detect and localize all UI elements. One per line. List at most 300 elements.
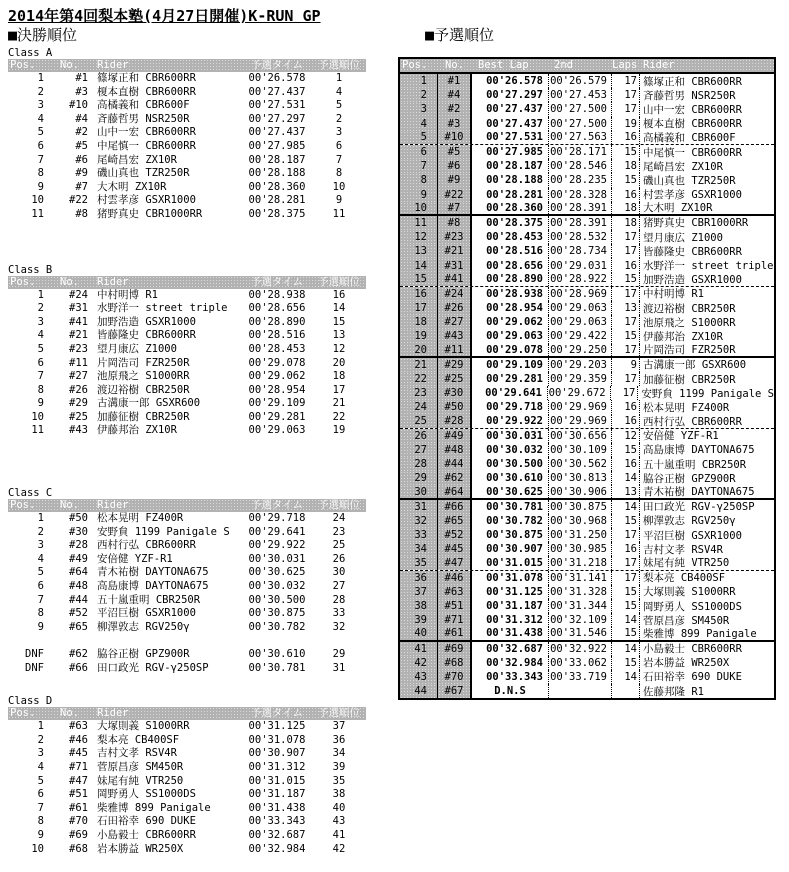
cell-time: 00'30.500 xyxy=(248,593,306,606)
cell-rider: 村雲孝彦 GSXR1000 xyxy=(643,189,742,202)
cell-pos: 3 xyxy=(400,102,438,116)
cell-no: #49 xyxy=(438,429,472,443)
qualifying-row xyxy=(400,656,774,670)
cell-qpos: 28 xyxy=(332,593,346,606)
cell-best-lap: 00'31.015 xyxy=(472,556,549,569)
cell-pos: 7 xyxy=(400,159,438,173)
cell-laps: 15 xyxy=(612,145,640,159)
cell-rider: 田口政光 RGV-γ250SP xyxy=(97,661,209,674)
cell-pos: 5 xyxy=(37,566,44,579)
result-row xyxy=(8,72,366,86)
cell-2nd-lap: 00'27.500 xyxy=(549,102,612,116)
cell-time: 00'29.641 xyxy=(248,525,306,538)
qualifying-row xyxy=(400,102,774,116)
qualifying-row xyxy=(400,514,774,528)
column-header-rider: Rider xyxy=(643,59,675,71)
cell-best-lap: 00'30.032 xyxy=(472,443,549,457)
cell-time: 00'30.610 xyxy=(248,648,306,660)
qualifying-row xyxy=(400,556,774,570)
result-row xyxy=(8,747,366,761)
cell-no: #7 xyxy=(75,180,88,193)
cell-no: #51 xyxy=(69,788,88,801)
cell-best-lap: 00'30.907 xyxy=(472,542,549,556)
cell-no: #11 xyxy=(69,356,88,369)
cell-2nd-lap: 00'30.656 xyxy=(549,429,612,443)
cell-qpos: 23 xyxy=(332,525,346,538)
cell-pos: 6 xyxy=(37,356,44,369)
result-row xyxy=(8,384,366,398)
cell-2nd-lap: 00'30.968 xyxy=(549,514,612,528)
cell-pos: 19 xyxy=(400,329,438,343)
final-table-header xyxy=(8,59,366,72)
cell-best-lap: 00'30.875 xyxy=(472,528,549,542)
cell-rider: 柴雅博 899 Panigale xyxy=(97,801,211,814)
cell-rider: 吉村文孝 RSV4R xyxy=(643,543,723,556)
cell-qpos: 26 xyxy=(332,552,346,565)
cell-no: #31 xyxy=(438,258,472,272)
cell-laps: 17 xyxy=(611,386,639,400)
cell-2nd-lap: 00'29.250 xyxy=(549,344,612,356)
qualifying-row xyxy=(400,684,774,698)
cell-rider: 斉藤哲男 NSR250R xyxy=(97,112,190,125)
cell-no: #64 xyxy=(438,485,472,497)
cell-no: #31 xyxy=(69,302,88,315)
cell-rider: 青木祐樹 DAYTONA675 xyxy=(97,566,209,579)
cell-no: #62 xyxy=(438,471,472,485)
cell-pos: 7 xyxy=(37,370,44,383)
row-spacer xyxy=(8,634,366,648)
cell-pos: 1 xyxy=(37,512,44,525)
cell-time: 00'28.890 xyxy=(248,315,306,328)
cell-qpos: 19 xyxy=(332,424,346,437)
column-header-rider: Rider xyxy=(97,275,129,288)
cell-laps: 15 xyxy=(612,329,640,343)
cell-pos: 16 xyxy=(400,287,438,301)
cell-rider: 尾崎昌宏 ZX10R xyxy=(97,153,177,166)
cell-pos: 30 xyxy=(400,485,438,497)
cell-rider: 中尾慎一 CBR600RR xyxy=(643,146,742,159)
cell-rider: 五十嵐重明 CBR250R xyxy=(97,593,201,606)
class-section xyxy=(8,487,366,675)
cell-best-lap: 00'30.782 xyxy=(472,514,549,528)
cell-pos: 8 xyxy=(37,383,44,396)
cell-best-lap: 00'28.656 xyxy=(472,258,549,272)
cell-laps: 17 xyxy=(612,556,640,569)
cell-qpos: 16 xyxy=(332,288,346,301)
cell-best-lap: 00'31.187 xyxy=(472,599,549,613)
cell-2nd-lap: 00'28.546 xyxy=(549,159,612,173)
column-header-laps: Laps xyxy=(612,59,638,71)
cell-laps: 17 xyxy=(612,571,640,585)
cell-qpos: 9 xyxy=(335,194,343,207)
qualifying-row xyxy=(400,344,774,358)
cell-time: 00'32.984 xyxy=(248,842,306,855)
cell-rider: 妹尾有純 VTR250 xyxy=(97,774,184,787)
result-row xyxy=(8,302,366,316)
cell-time: 00'28.360 xyxy=(248,180,306,193)
cell-time: 00'30.031 xyxy=(248,552,306,565)
cell-no: #25 xyxy=(69,410,88,423)
final-results-section xyxy=(8,26,366,856)
cell-pos: 25 xyxy=(400,415,438,428)
cell-pos: 10 xyxy=(400,202,438,214)
cell-rider: 高島康博 DAYTONA675 xyxy=(643,444,755,457)
cell-best-lap: 00'30.781 xyxy=(472,500,549,514)
cell-pos: 9 xyxy=(37,180,44,193)
cell-2nd-lap: 00'29.063 xyxy=(549,301,612,315)
cell-no: #67 xyxy=(438,684,472,698)
cell-best-lap: 00'27.531 xyxy=(472,131,549,144)
cell-2nd-lap: 00'31.328 xyxy=(549,585,612,599)
cell-rider: 猪野真史 CBR1000RR xyxy=(97,207,203,220)
cell-rider: 松本晃明 FZ400R xyxy=(643,401,730,414)
class-label: Class D xyxy=(8,695,53,708)
cell-laps: 17 xyxy=(612,88,640,102)
cell-2nd-lap: 00'28.532 xyxy=(549,230,612,244)
cell-no: #47 xyxy=(69,774,88,787)
column-header-pos: Pos. xyxy=(10,59,36,71)
cell-no: #63 xyxy=(438,585,472,599)
cell-pos: 43 xyxy=(400,670,438,684)
result-row xyxy=(8,843,366,857)
cell-best-lap: 00'31.078 xyxy=(472,571,549,585)
cell-laps: 17 xyxy=(612,344,640,356)
final-classes xyxy=(8,47,366,856)
cell-no: #70 xyxy=(438,670,472,684)
cell-2nd-lap: 00'29.203 xyxy=(549,358,612,372)
cell-pos: 17 xyxy=(400,301,438,315)
cell-laps: 17 xyxy=(612,287,640,301)
cell-rider: 大木明 ZX10R xyxy=(97,180,167,193)
cell-qpos: 3 xyxy=(335,126,343,139)
cell-laps: 19 xyxy=(612,117,640,131)
cell-rider: 山中一宏 CBR600RR xyxy=(643,103,742,116)
qualifying-row xyxy=(400,585,774,599)
column-header-qpos: 予選順位 xyxy=(318,499,360,512)
cell-qpos: 5 xyxy=(335,99,343,112)
cell-time: 00'29.718 xyxy=(248,512,306,525)
cell-best-lap: 00'33.343 xyxy=(472,670,549,684)
cell-2nd-lap: 00'30.985 xyxy=(549,542,612,556)
cell-qpos: 25 xyxy=(332,539,346,552)
cell-no: #71 xyxy=(438,613,472,627)
cell-best-lap: 00'29.063 xyxy=(472,329,549,343)
cell-pos: 9 xyxy=(37,620,44,633)
cell-no: #63 xyxy=(69,720,88,733)
cell-pos: 5 xyxy=(37,342,44,355)
cell-2nd-lap: 00'28.171 xyxy=(549,145,612,159)
result-row xyxy=(8,411,366,425)
cell-best-lap: 00'28.954 xyxy=(472,301,549,315)
qualifying-row xyxy=(400,500,774,514)
cell-rider: 榎本直樹 CBR600RR xyxy=(97,85,196,98)
cell-best-lap: 00'29.922 xyxy=(472,415,549,428)
column-header-no: No. xyxy=(60,499,79,512)
cell-laps: 16 xyxy=(612,258,640,272)
cell-2nd-lap: 00'29.063 xyxy=(549,315,612,329)
cell-qpos: 43 xyxy=(332,815,346,828)
cell-pos: 28 xyxy=(400,457,438,471)
cell-rider: 渡辺裕樹 CBR250R xyxy=(97,383,190,396)
cell-2nd-lap: 00'30.562 xyxy=(549,457,612,471)
cell-rider: 皆藤隆史 CBR600RR xyxy=(643,245,742,258)
qualifying-row xyxy=(400,216,774,230)
cell-rider: 平沼巨樹 GSXR1000 xyxy=(643,529,742,542)
cell-pos: 4 xyxy=(37,760,44,773)
cell-no: #43 xyxy=(438,329,472,343)
cell-best-lap: 00'27.437 xyxy=(472,102,549,116)
result-row xyxy=(8,607,366,621)
cell-best-lap: 00'31.312 xyxy=(472,613,549,627)
cell-time: 00'29.078 xyxy=(248,356,306,369)
cell-no: #22 xyxy=(69,194,88,207)
cell-2nd-lap: 00'28.734 xyxy=(549,244,612,258)
cell-qpos: 39 xyxy=(332,760,346,773)
cell-pos: 10 xyxy=(31,410,44,423)
column-header-qpos: 予選順位 xyxy=(318,275,360,288)
cell-2nd-lap: 00'30.109 xyxy=(549,443,612,457)
cell-no: #43 xyxy=(69,424,88,437)
cell-best-lap: 00'29.062 xyxy=(472,315,549,329)
qualifying-row xyxy=(400,258,774,272)
cell-no: #62 xyxy=(69,648,88,660)
cell-laps: 13 xyxy=(612,485,640,497)
qualifying-row xyxy=(400,88,774,102)
cell-pos: 21 xyxy=(400,358,438,372)
cell-2nd-lap: 00'31.218 xyxy=(549,556,612,569)
qualifying-row xyxy=(400,457,774,471)
cell-no: #1 xyxy=(75,72,88,84)
result-row xyxy=(8,526,366,540)
cell-rider: 安野貟 1199 Panigale S xyxy=(97,525,230,538)
result-row xyxy=(8,424,366,438)
column-header-pos: Pos. xyxy=(10,499,36,512)
cell-no: #69 xyxy=(438,642,472,656)
result-row xyxy=(8,720,366,734)
cell-laps: 15 xyxy=(612,599,640,613)
cell-qpos: 13 xyxy=(332,329,346,342)
cell-no: #41 xyxy=(438,273,472,286)
cell-laps: 17 xyxy=(612,372,640,386)
qualifying-row xyxy=(400,358,774,372)
cell-no: #10 xyxy=(69,99,88,112)
cell-laps: 16 xyxy=(612,131,640,144)
cell-no: #30 xyxy=(69,525,88,538)
cell-rider: 青木祐樹 DAYTONA675 xyxy=(643,486,755,499)
cell-no: #29 xyxy=(438,358,472,372)
cell-rider: 岡野勇人 SS1000DS xyxy=(97,788,196,801)
cell-2nd-lap: 00'31.141 xyxy=(549,571,612,585)
cell-rider: 加藤征樹 CBR250R xyxy=(97,410,190,423)
cell-time: 00'30.781 xyxy=(248,661,306,674)
column-header-rider: Rider xyxy=(97,499,129,512)
cell-2nd-lap: 00'28.922 xyxy=(549,273,612,286)
cell-time: 00'29.922 xyxy=(248,539,306,552)
cell-no: #28 xyxy=(69,539,88,552)
cell-pos: 33 xyxy=(400,528,438,542)
cell-pos: 10 xyxy=(31,194,44,207)
cell-2nd-lap xyxy=(549,684,612,698)
cell-rider: 渡辺裕樹 CBR250R xyxy=(643,302,736,315)
cell-no: #25 xyxy=(438,372,472,386)
class-section xyxy=(8,264,366,439)
cell-no: #41 xyxy=(69,315,88,328)
cell-rider: 田口政光 RGV-γ250SP xyxy=(643,501,755,514)
cell-qpos: 24 xyxy=(332,512,346,525)
cell-no: #27 xyxy=(438,315,472,329)
cell-pos: 35 xyxy=(400,556,438,569)
cell-qpos: 22 xyxy=(332,410,346,423)
cell-2nd-lap: 00'28.391 xyxy=(549,216,612,230)
cell-time: 00'30.032 xyxy=(248,580,306,593)
cell-time: 00'28.656 xyxy=(248,302,306,315)
cell-2nd-lap: 00'26.579 xyxy=(549,74,612,88)
cell-qpos: 1 xyxy=(335,72,343,84)
qualifying-row xyxy=(400,131,774,145)
result-row xyxy=(8,829,366,843)
cell-best-lap: 00'28.453 xyxy=(472,230,549,244)
cell-pos: 6 xyxy=(400,145,438,159)
qualifying-row xyxy=(400,627,774,641)
cell-pos: 5 xyxy=(400,131,438,144)
cell-laps: 15 xyxy=(612,656,640,670)
cell-pos: 27 xyxy=(400,443,438,457)
cell-best-lap: 00'30.625 xyxy=(472,485,549,497)
result-row xyxy=(8,208,366,222)
cell-pos: 9 xyxy=(37,397,44,410)
cell-pos: 14 xyxy=(400,258,438,272)
cell-rider: 中尾慎一 CBR600RR xyxy=(97,139,196,152)
cell-laps: 18 xyxy=(612,202,640,214)
result-row xyxy=(8,761,366,775)
cell-time: 00'27.437 xyxy=(248,126,306,139)
cell-no: #45 xyxy=(438,542,472,556)
cell-2nd-lap: 00'29.422 xyxy=(549,329,612,343)
cell-no: #10 xyxy=(438,131,472,144)
cell-no: #7 xyxy=(438,202,472,214)
cell-best-lap: 00'29.641 xyxy=(472,386,548,400)
result-row xyxy=(8,99,366,113)
cell-2nd-lap: 00'27.563 xyxy=(549,131,612,144)
cell-pos: 20 xyxy=(400,344,438,356)
cell-best-lap: 00'29.109 xyxy=(472,358,549,372)
cell-qpos: 18 xyxy=(332,370,346,383)
cell-2nd-lap: 00'32.109 xyxy=(549,613,612,627)
result-row xyxy=(8,113,366,127)
result-row xyxy=(8,167,366,181)
cell-best-lap: 00'31.125 xyxy=(472,585,549,599)
cell-time: 00'28.453 xyxy=(248,342,306,355)
cell-rider: 平沼巨樹 GSXR1000 xyxy=(97,607,196,620)
cell-2nd-lap: 00'28.391 xyxy=(549,202,612,214)
result-row xyxy=(8,815,366,829)
cell-rider: 西村行弘 CBR600RR xyxy=(643,415,742,428)
cell-laps: 18 xyxy=(612,159,640,173)
cell-laps: 14 xyxy=(612,642,640,656)
column-header-qpos: 予選順位 xyxy=(318,59,360,71)
final-table-header xyxy=(8,276,366,289)
cell-rider: 斉藤哲男 NSR250R xyxy=(643,89,736,102)
cell-rider: 石田裕幸 690 DUKE xyxy=(643,671,742,684)
result-row xyxy=(8,553,366,567)
class-label: Class C xyxy=(8,487,53,500)
cell-no: #23 xyxy=(438,230,472,244)
qualifying-row xyxy=(400,301,774,315)
cell-time: 00'31.015 xyxy=(248,774,306,787)
cell-time: 00'30.782 xyxy=(248,620,306,633)
cell-rider: 石田裕幸 690 DUKE xyxy=(97,815,196,828)
cell-pos: DNF xyxy=(25,648,44,660)
cell-rider: 伊藤邦治 ZX10R xyxy=(97,424,177,437)
result-row xyxy=(8,126,366,140)
qualifying-row xyxy=(400,173,774,187)
cell-best-lap: 00'29.078 xyxy=(472,344,549,356)
cell-best-lap: 00'29.281 xyxy=(472,372,549,386)
cell-laps: 12 xyxy=(612,429,640,443)
cell-no: #4 xyxy=(75,112,88,125)
column-header-time: 予選タイム xyxy=(250,499,304,512)
cell-no: #21 xyxy=(69,329,88,342)
column-header-qpos: 予選順位 xyxy=(318,707,360,720)
cell-qpos: 38 xyxy=(332,788,346,801)
result-row xyxy=(8,662,366,676)
cell-laps: 16 xyxy=(612,415,640,428)
cell-2nd-lap: 00'33.719 xyxy=(549,670,612,684)
cell-qpos: 29 xyxy=(332,648,346,660)
cell-laps xyxy=(612,684,640,698)
cell-pos: 6 xyxy=(37,788,44,801)
cell-no: #2 xyxy=(438,102,472,116)
cell-time: 00'28.187 xyxy=(248,153,306,166)
cell-no: #27 xyxy=(69,370,88,383)
cell-best-lap: 00'26.578 xyxy=(472,74,549,88)
cell-time: 00'29.063 xyxy=(248,424,306,437)
cell-laps: 14 xyxy=(612,613,640,627)
cell-laps: 15 xyxy=(612,514,640,528)
cell-2nd-lap: 00'29.672 xyxy=(548,386,611,400)
cell-rider: 西村行弘 CBR600RR xyxy=(97,539,196,552)
cell-no: #3 xyxy=(75,85,88,98)
cell-time: 00'29.281 xyxy=(248,410,306,423)
cell-pos: 7 xyxy=(37,593,44,606)
cell-no: #46 xyxy=(69,733,88,746)
cell-qpos: 42 xyxy=(332,842,346,855)
cell-best-lap: 00'29.718 xyxy=(472,400,549,414)
cell-no: #24 xyxy=(69,288,88,301)
cell-best-lap: 00'30.610 xyxy=(472,471,549,485)
cell-2nd-lap: 00'29.031 xyxy=(549,258,612,272)
cell-pos: 1 xyxy=(37,720,44,733)
qualifying-row xyxy=(400,188,774,202)
cell-laps: 16 xyxy=(612,400,640,414)
cell-no: #68 xyxy=(438,656,472,670)
column-header-pos: Pos. xyxy=(10,707,36,720)
cell-qpos: 17 xyxy=(332,383,346,396)
cell-pos: 44 xyxy=(400,684,438,698)
cell-no: #66 xyxy=(438,500,472,514)
cell-rider: 佐藤邦隆 R1 xyxy=(643,685,704,698)
cell-qpos: 21 xyxy=(332,397,346,410)
qualifying-row xyxy=(400,485,774,499)
cell-laps: 17 xyxy=(612,102,640,116)
qualifying-row xyxy=(400,542,774,556)
cell-pos: 9 xyxy=(37,828,44,841)
cell-qpos: 32 xyxy=(332,620,346,633)
cell-2nd-lap: 00'28.969 xyxy=(549,287,612,301)
cell-pos: 8 xyxy=(37,167,44,180)
cell-pos: 4 xyxy=(400,117,438,131)
cell-no: #8 xyxy=(75,207,88,220)
